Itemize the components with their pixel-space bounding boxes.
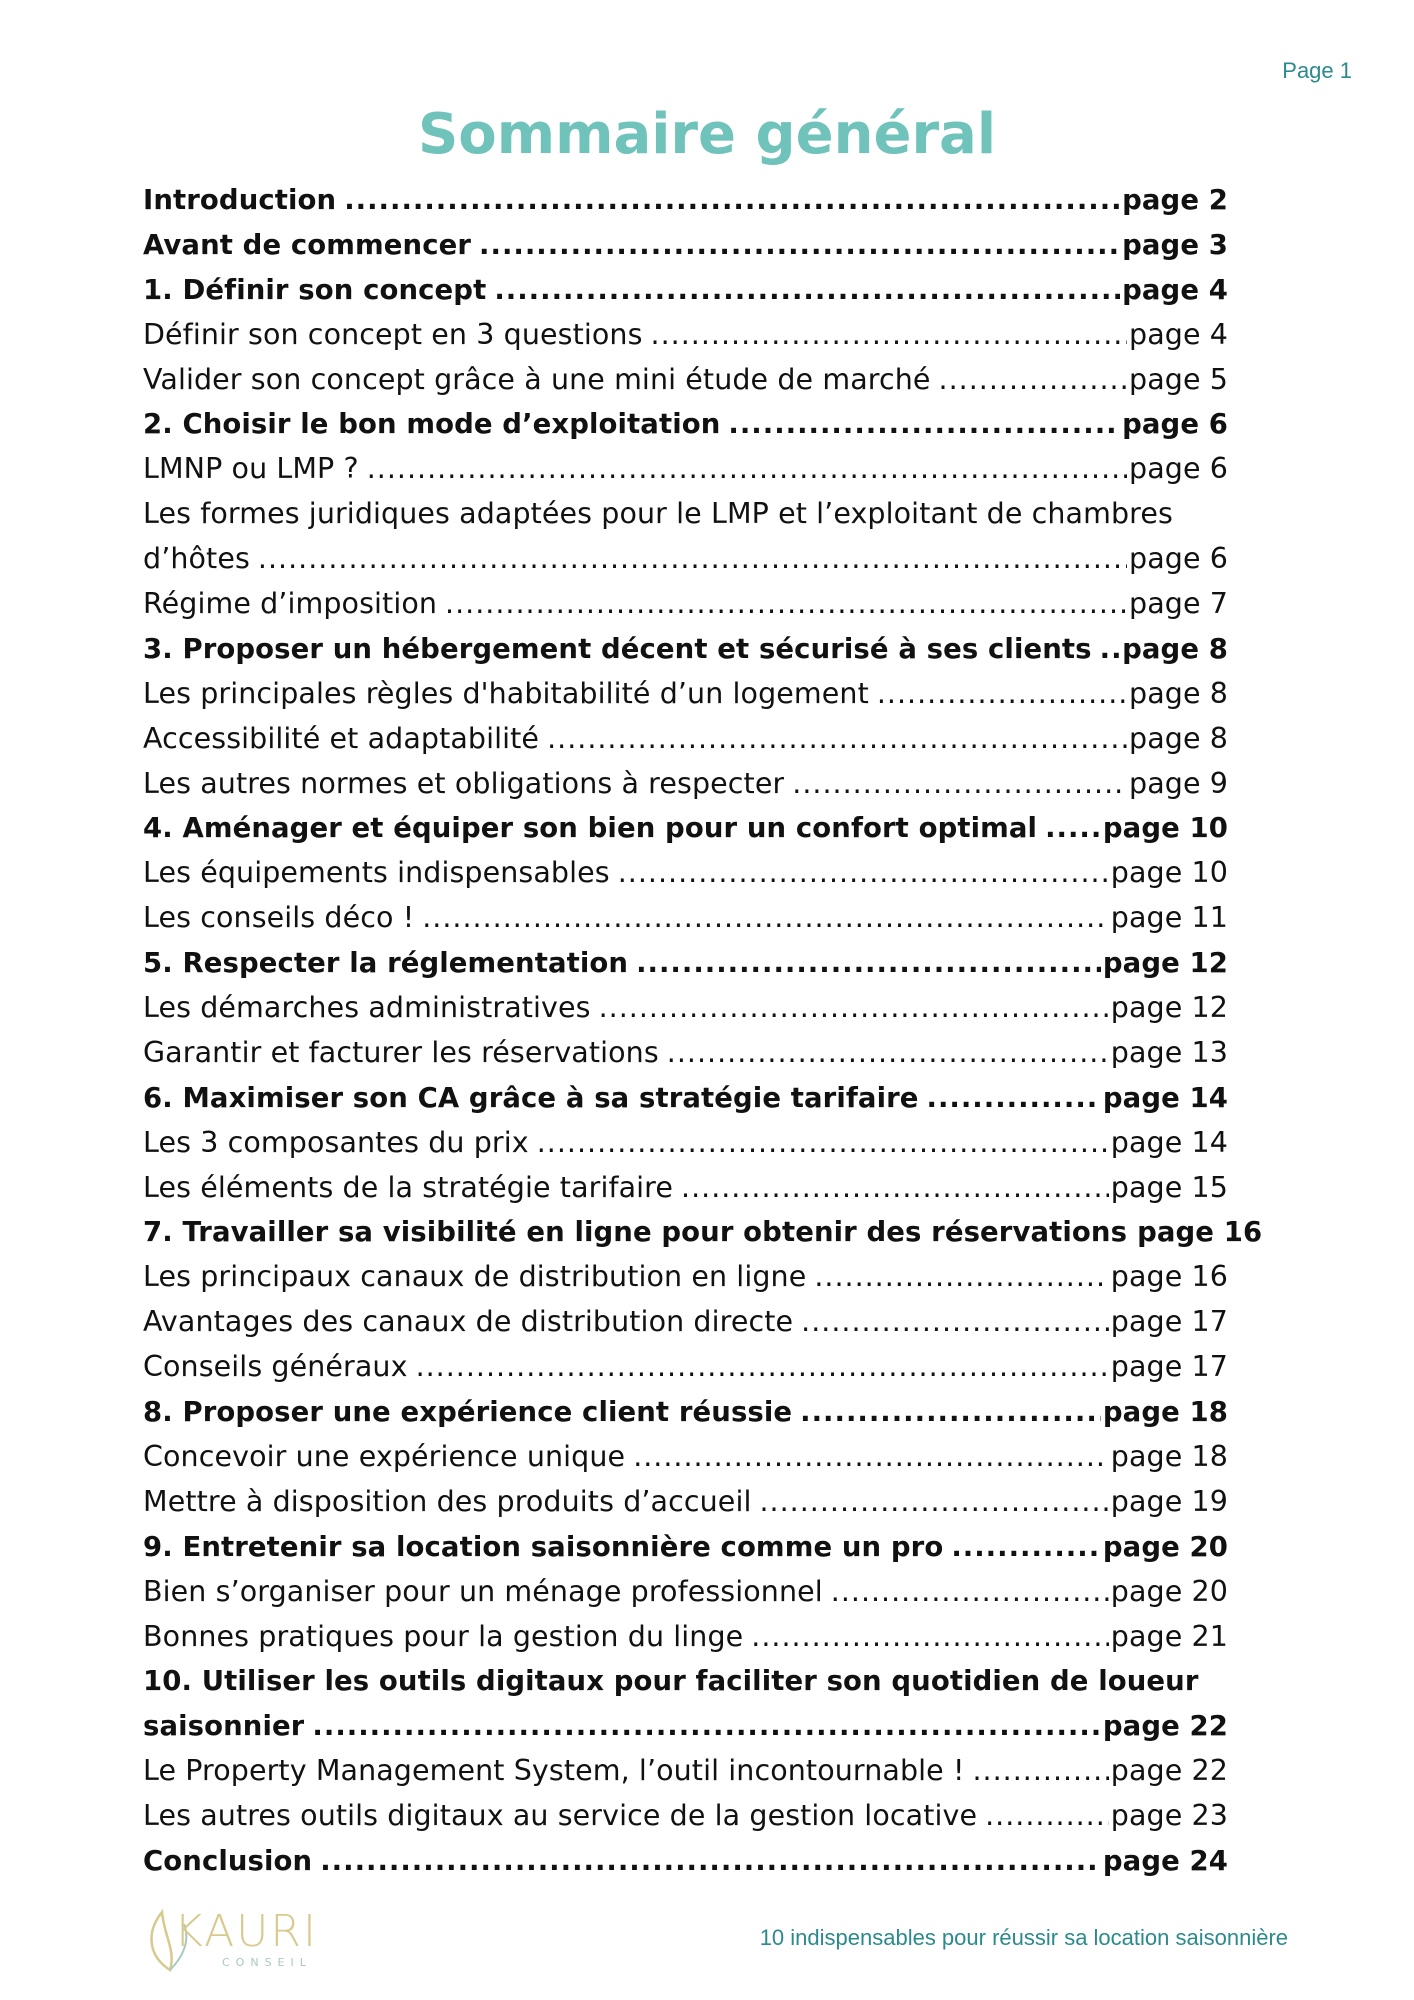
toc-entry-label: Avantages des canaux de distribution directe bbox=[143, 1305, 794, 1339]
toc-entry-label: 7. Travailler sa visibilité en ligne pour obtenir des réservations bbox=[143, 1216, 1128, 1249]
dot-leader bbox=[547, 717, 1127, 762]
toc-entry-label: Mettre à disposition des produits d’accueil bbox=[143, 1484, 752, 1518]
dot-leader bbox=[367, 447, 1127, 492]
toc-entry-label: 1. Définir son concept bbox=[143, 273, 487, 306]
logo-wordmark: KAURI bbox=[174, 1906, 318, 1957]
dot-leader bbox=[877, 672, 1127, 717]
toc-entry[interactable] bbox=[143, 627, 1228, 672]
toc-entry-label: 6. Maximiser son CA grâce à sa stratégie tarifaire bbox=[143, 1081, 919, 1114]
toc-entry[interactable] bbox=[143, 896, 1228, 941]
toc-entry[interactable] bbox=[143, 1570, 1228, 1615]
dot-leader bbox=[537, 1121, 1109, 1166]
toc-entry-label: Bien s’organiser pour un ménage professionnel bbox=[143, 1574, 823, 1608]
toc-entry-page: page 18 bbox=[1102, 1396, 1228, 1429]
dot-leader bbox=[416, 1345, 1109, 1390]
toc-entry-page: page 11 bbox=[1110, 901, 1228, 935]
toc-entry[interactable] bbox=[143, 1480, 1228, 1525]
toc-entry[interactable] bbox=[143, 986, 1228, 1031]
toc-entry-label: saisonnier bbox=[143, 1710, 305, 1743]
toc-entry-page: page 17 bbox=[1110, 1305, 1228, 1339]
toc-entry-label: Valider son concept grâce à une mini étude de marché bbox=[143, 362, 931, 396]
toc-entry-page: page 6 bbox=[1122, 408, 1228, 441]
toc-entry[interactable] bbox=[143, 806, 1228, 851]
toc-entry-page: page 14 bbox=[1102, 1081, 1228, 1114]
dot-leader bbox=[651, 313, 1127, 358]
toc-entry-label: Bonnes pratiques pour la gestion du linge bbox=[143, 1619, 744, 1653]
toc-entry-page: page 22 bbox=[1102, 1710, 1228, 1743]
dot-leader bbox=[927, 1076, 1101, 1121]
toc-entry-page: page 8 bbox=[1129, 676, 1228, 710]
toc-entry[interactable] bbox=[143, 1390, 1228, 1435]
page-number: Page 1 bbox=[1282, 58, 1352, 83]
dot-leader bbox=[681, 1166, 1109, 1211]
toc-entry-page: page 12 bbox=[1110, 991, 1228, 1025]
toc-entry[interactable] bbox=[143, 1255, 1228, 1300]
toc-entry-line bbox=[143, 492, 1228, 537]
dot-leader bbox=[1100, 627, 1120, 672]
toc-entry[interactable] bbox=[143, 1749, 1228, 1794]
toc-entry-page: page 23 bbox=[1110, 1799, 1228, 1833]
toc-entry[interactable] bbox=[143, 1345, 1228, 1390]
toc-entry-page: page 22 bbox=[1110, 1754, 1228, 1788]
toc-entry-page: page 5 bbox=[1129, 362, 1228, 396]
toc-entry-page: page 21 bbox=[1110, 1619, 1228, 1653]
toc-entry[interactable] bbox=[143, 1704, 1228, 1749]
toc-entry-label: Avant de commencer bbox=[143, 228, 472, 261]
dot-leader bbox=[479, 223, 1120, 268]
toc-entry-page: page 12 bbox=[1102, 947, 1228, 980]
toc-entry[interactable] bbox=[143, 851, 1228, 896]
dot-leader bbox=[728, 402, 1120, 447]
toc-entry-label: 9. Entretenir sa location saisonnière comme un pro bbox=[143, 1530, 944, 1563]
toc-entry-page: page 4 bbox=[1129, 317, 1228, 351]
toc-entry-page: page 6 bbox=[1129, 542, 1228, 576]
toc-entry-page: page 18 bbox=[1110, 1439, 1228, 1473]
toc-entry-page: page 8 bbox=[1129, 721, 1228, 755]
toc-entry-label: d’hôtes bbox=[143, 542, 250, 576]
toc-entry[interactable] bbox=[143, 1210, 1263, 1255]
dot-leader bbox=[800, 1390, 1101, 1435]
toc-entry-page: page 7 bbox=[1129, 587, 1228, 621]
toc-entry[interactable] bbox=[143, 447, 1228, 492]
toc-entry[interactable] bbox=[143, 537, 1228, 582]
toc-entry[interactable] bbox=[143, 1839, 1228, 1884]
toc-entry-page: page 16 bbox=[1137, 1216, 1263, 1249]
dot-leader bbox=[636, 941, 1101, 986]
toc-entry-label: Les conseils déco ! bbox=[143, 901, 415, 935]
toc-entry[interactable] bbox=[143, 717, 1228, 762]
dot-leader bbox=[494, 268, 1120, 313]
toc-entry-page: page 8 bbox=[1122, 632, 1228, 665]
toc-entry[interactable] bbox=[143, 402, 1228, 447]
dot-leader bbox=[445, 582, 1127, 627]
table-of-contents bbox=[143, 178, 1263, 1884]
toc-entry[interactable] bbox=[143, 313, 1228, 358]
dot-leader bbox=[599, 986, 1109, 1031]
toc-entry-label: Les équipements indispensables bbox=[143, 856, 610, 890]
toc-entry-page: page 19 bbox=[1110, 1484, 1228, 1518]
toc-entry-label: Les principaux canaux de distribution en ligne bbox=[143, 1260, 807, 1294]
toc-entry-label: LMNP ou LMP ? bbox=[143, 452, 359, 486]
toc-entry-label: Conclusion bbox=[143, 1844, 313, 1877]
toc-entry-label: Conseils généraux bbox=[143, 1350, 408, 1384]
dot-leader bbox=[422, 896, 1109, 941]
toc-entry-label: Définir son concept en 3 questions bbox=[143, 317, 643, 351]
toc-entry[interactable] bbox=[143, 941, 1228, 986]
toc-entry[interactable] bbox=[143, 358, 1228, 403]
toc-entry-label: Concevoir une expérience unique bbox=[143, 1439, 626, 1473]
toc-entry-label: Accessibilité et adaptabilité bbox=[143, 721, 540, 755]
toc-entry-page: page 17 bbox=[1110, 1350, 1228, 1384]
toc-entry[interactable] bbox=[143, 762, 1228, 807]
toc-entry-label: Les éléments de la stratégie tarifaire bbox=[143, 1170, 674, 1204]
toc-entry-label: Le Property Management System, l’outil incontournable ! bbox=[143, 1754, 965, 1788]
dot-leader bbox=[951, 1525, 1101, 1570]
toc-entry-page: page 13 bbox=[1110, 1035, 1228, 1069]
dot-leader bbox=[618, 851, 1109, 896]
dot-leader bbox=[814, 1255, 1108, 1300]
toc-entry[interactable] bbox=[143, 1121, 1228, 1166]
toc-entry[interactable] bbox=[143, 1300, 1228, 1345]
kauri-logo bbox=[140, 1906, 320, 1976]
page-title: Sommaire général bbox=[417, 102, 997, 167]
toc-entry-label: Les autres outils digitaux au service de la gestion locative bbox=[143, 1799, 978, 1833]
toc-entry-label: 4. Aménager et équiper son bien pour un confort optimal bbox=[143, 812, 1038, 845]
toc-entry[interactable] bbox=[143, 223, 1228, 268]
toc-entry-page: page 20 bbox=[1102, 1530, 1228, 1563]
toc-entry-line bbox=[143, 1659, 1228, 1704]
dot-leader bbox=[792, 762, 1127, 807]
toc-entry-page: page 2 bbox=[1122, 184, 1228, 216]
logo-subtext: CONSEIL bbox=[222, 1956, 312, 1969]
toc-entry-label: 2. Choisir le bon mode d’exploitation bbox=[143, 408, 721, 441]
toc-entry[interactable] bbox=[143, 1435, 1228, 1480]
toc-entry[interactable] bbox=[143, 1076, 1228, 1121]
toc-entry-page: page 20 bbox=[1110, 1574, 1228, 1608]
dot-leader bbox=[972, 1749, 1108, 1794]
toc-entry-page: page 3 bbox=[1122, 228, 1228, 261]
toc-entry-label-line1: 10. Utiliser les outils digitaux pour faciliter son quotidien de loueur bbox=[143, 1665, 1199, 1698]
toc-entry[interactable] bbox=[143, 1525, 1228, 1570]
toc-entry-page: page 15 bbox=[1110, 1170, 1228, 1204]
toc-entry[interactable] bbox=[143, 672, 1228, 717]
dot-leader bbox=[344, 178, 1120, 223]
dot-leader bbox=[831, 1570, 1109, 1615]
toc-entry-label: Les démarches administratives bbox=[143, 991, 591, 1025]
dot-leader bbox=[1045, 806, 1101, 851]
toc-entry-page: page 6 bbox=[1129, 452, 1228, 486]
dot-leader bbox=[939, 358, 1127, 403]
toc-entry-label: Régime d’imposition bbox=[143, 587, 438, 621]
toc-entry-label: Introduction bbox=[143, 184, 337, 216]
dot-leader bbox=[751, 1615, 1108, 1660]
toc-entry-label: 3. Proposer un hébergement décent et sécurisé à ses clients bbox=[143, 632, 1092, 665]
dot-leader bbox=[633, 1435, 1109, 1480]
toc-entry-label: Les 3 composantes du prix bbox=[143, 1125, 529, 1159]
toc-entry[interactable] bbox=[143, 1166, 1228, 1211]
dot-leader bbox=[759, 1480, 1108, 1525]
toc-entry-page: page 24 bbox=[1102, 1844, 1228, 1877]
toc-entry-page: page 16 bbox=[1110, 1260, 1228, 1294]
toc-entry-label: Les autres normes et obligations à respecter bbox=[143, 766, 785, 800]
toc-entry-page: page 10 bbox=[1102, 812, 1228, 845]
toc-entry[interactable] bbox=[143, 178, 1228, 223]
toc-entry-page: page 14 bbox=[1110, 1125, 1228, 1159]
toc-entry-label: Garantir et facturer les réservations bbox=[143, 1035, 659, 1069]
toc-entry[interactable] bbox=[143, 1794, 1228, 1839]
toc-entry-label-line1: Les formes juridiques adaptées pour le LMP et l’exploitant de chambres bbox=[143, 497, 1173, 531]
toc-entry[interactable] bbox=[143, 1031, 1228, 1076]
dot-leader bbox=[985, 1794, 1109, 1839]
toc-entry[interactable] bbox=[143, 1615, 1228, 1660]
dot-leader bbox=[320, 1839, 1101, 1884]
dot-leader bbox=[801, 1300, 1109, 1345]
toc-entry-label: 8. Proposer une expérience client réussie bbox=[143, 1396, 793, 1429]
toc-entry-page: page 10 bbox=[1110, 856, 1228, 890]
toc-entry-page: page 4 bbox=[1122, 273, 1228, 306]
toc-entry-label: Les principales règles d'habitabilité d’un logement bbox=[143, 676, 869, 710]
toc-entry-page: page 9 bbox=[1129, 766, 1228, 800]
footer-tagline: 10 indispensables pour réussir sa location saisonnière bbox=[759, 1925, 1288, 1950]
dot-leader bbox=[667, 1031, 1109, 1076]
toc-entry[interactable] bbox=[143, 582, 1228, 627]
dot-leader bbox=[312, 1704, 1100, 1749]
toc-entry-label: 5. Respecter la réglementation bbox=[143, 947, 629, 980]
dot-leader bbox=[258, 537, 1127, 582]
toc-entry[interactable] bbox=[143, 268, 1228, 313]
